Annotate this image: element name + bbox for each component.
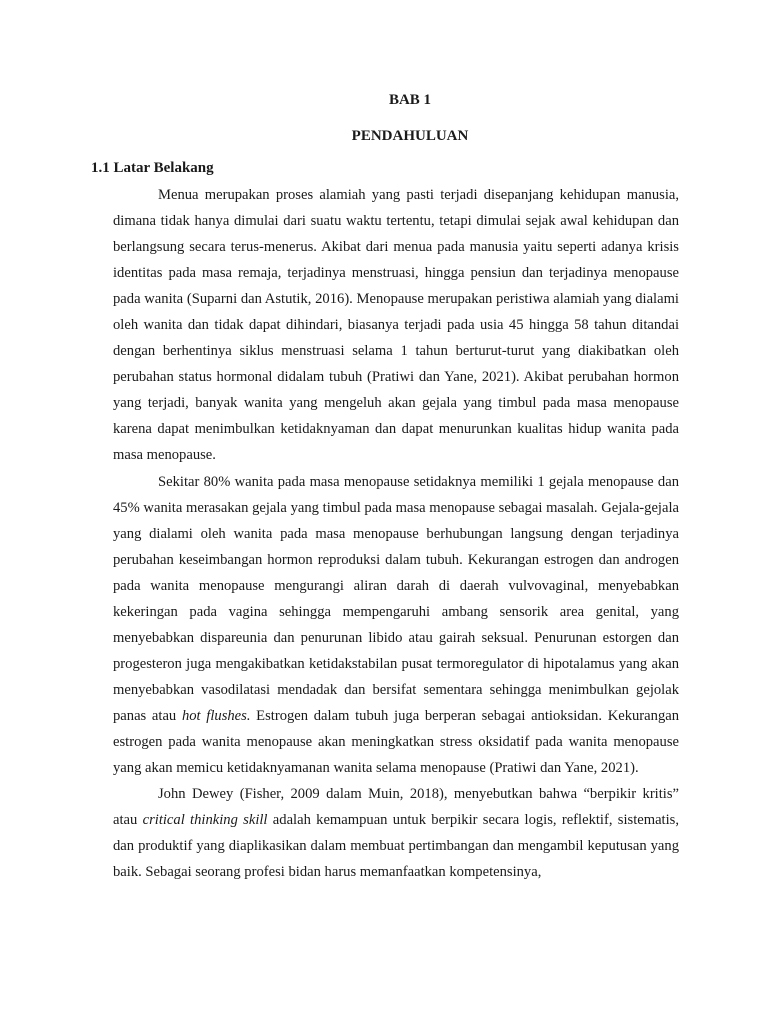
paragraph-text: John Dewey (Fisher, 2009 dalam Muin, 2018), menyebutkan bahwa “berpikir kritis” atau (113, 786, 679, 829)
section-heading: 1.1 Latar Belakang (91, 160, 214, 176)
paragraph (113, 469, 679, 782)
chapter-number: BAB 1 (388, 92, 432, 108)
italic-term: hot flushes. (181, 707, 251, 724)
paragraph-text: Estrogen dalam tubuh juga berperan sebagai antioksidan. Kekurangan estrogen pada wanita menopause akan meningkatkan stress oksidatif pada wanita menopause yang akan memicu ketidaknyamanan wanita selama menopause (Pratiwi dan Yane, 2021). (113, 707, 680, 777)
body-text (113, 182, 679, 885)
italic-term: critical thinking skill (142, 812, 268, 829)
paragraph-text: Sekitar 80% wanita pada masa menopause setidaknya memiliki 1 gejala menopause dan 45% wanita merasakan gejala yang timbul pada masa menopause sebagai masalah. Gejala-gejala yang dialami oleh wanita pada masa menopause berhubungan langsung dengan terjadinya perubahan keseimbangan hormon reproduksi dalam tubuh. Kekurangan estrogen dan androgen pada wanita menopause mengurangi aliran darah di daerah vulvovaginal, menyebabkan kekeringan pada vagina sehingga mempengaruhi ambang sensorik area genital, yang menyebabkan dispareunia dan penurunan libido atau gairah seksual. Penurunan estorgen dan progesteron juga mengakibatkan ketidakstabilan pusat termoregulator di hipotalamus yang akan menyebabkan vasodilatasi mendadak dan bersifat sementara sehingga menimbulkan gejolak panas atau (113, 473, 679, 724)
paragraph (113, 781, 679, 885)
paragraph-text: Menua merupakan proses alamiah yang pasti terjadi disepanjang kehidupan manusia, dimana tidak hanya dimulai dari suatu waktu tertentu, tetapi dimulai sejak awal kehidupan dan berlangsung secara terus-menerus. Akibat dari menua pada manusia yaitu seperti adanya krisis identitas pada masa remaja, terjadinya menstruasi, hingga pensiun dan terjadinya menopause pada wanita (Suparni dan Astutik, 2016). Menopause merupakan peristiwa alamiah yang dialami oleh wanita dan tidak dapat dihindari, biasanya terjadi pada usia 45 hingga 58 tahun ditandai dengan berhentinya siklus menstruasi selama 1 tahun berturut-turut yang diakibatkan oleh perubahan status hormonal didalam tubuh (Pratiwi dan Yane, 2021). Akibat perubahan hormon yang terjadi, banyak wanita yang mengeluh akan gejala yang timbul pada masa menopause karena dapat menimbulkan ketidaknyaman dan dapat menurunkan kualitas hidup wanita pada masa menopause. (113, 187, 679, 464)
chapter-title: PENDAHULUAN (351, 128, 469, 144)
paragraph-text: adalah kemampuan untuk berpikir secara logis, reflektif, sistematis, dan produktif yang diaplikasikan dalam membuat pertimbangan dan mengambil keputusan yang baik. Sebagai seorang profesi bidan harus memanfaatkan kompetensinya, (113, 812, 679, 881)
paragraph (113, 182, 679, 469)
